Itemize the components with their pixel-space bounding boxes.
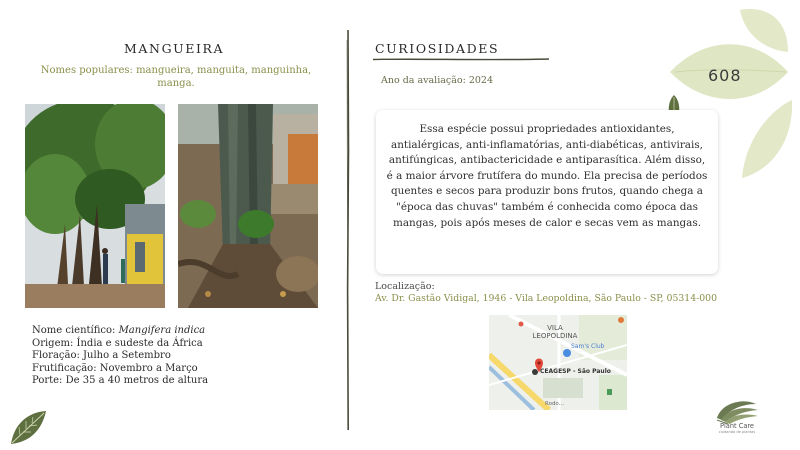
fact-size: Porte: De 35 a 40 metros de altura xyxy=(32,375,209,386)
plant-title: MANGUEIRA xyxy=(124,41,225,56)
plant-facts xyxy=(32,325,208,388)
title-underline xyxy=(373,57,549,62)
tree-photo-canopy xyxy=(25,104,165,308)
location-map[interactable] xyxy=(489,315,627,410)
map-place-label: CEAGESP - São Paulo xyxy=(540,368,611,375)
plant-number-badge: 608 xyxy=(708,66,742,85)
map-road-label: Rodo... xyxy=(545,401,564,407)
location-label: Localização: xyxy=(375,281,435,292)
curiosities-title: CURIOSIDADES xyxy=(375,41,500,56)
fact-flowering: Floração: Julho a Setembro xyxy=(32,350,171,361)
location-address: Av. Dr. Gastão Vidigal, 1946 - Vila Leopoldina, São Paulo - SP, 05314-000 xyxy=(375,293,718,304)
popular-names: Nomes populares: mangueira, manguita, manguinha, manga. xyxy=(40,65,312,89)
evaluation-year: Ano da avaliação: 2024 xyxy=(381,75,494,86)
map-district-label: VILA LEOPOLDINA xyxy=(532,324,578,340)
curiosities-text: Essa espécie possui propriedades antioxidantes, antialérgicas, anti-inflamatórias, anti-diabéticas, antivirais, antifúngicas, antibactericidade e antiparasítica. Além disso, é a maior árvore frutífera do mundo. Ela precisa de períodos quentes e secos para produzir bons frutos, quando chega a "época das chuvas" também é conhecida como época das mangas, pois após meses de calor e secas vem as mangas. xyxy=(386,123,708,229)
tree-photo-trunk xyxy=(178,104,318,308)
column-divider xyxy=(344,30,352,430)
brand-tagline: cuidando de plantas xyxy=(718,430,756,434)
leaf-icon xyxy=(8,408,48,446)
fact-origin: Origem: Índia e sudeste da África xyxy=(32,337,203,349)
curiosities-card xyxy=(376,110,718,274)
map-store-label: Sam's Club xyxy=(571,343,605,350)
fact-fruiting: Frutificação: Novembro a Março xyxy=(32,362,198,374)
brand-name: Plant Care xyxy=(720,422,754,430)
fact-scientific-name: Nome científico: Mangifera indica xyxy=(32,325,206,336)
